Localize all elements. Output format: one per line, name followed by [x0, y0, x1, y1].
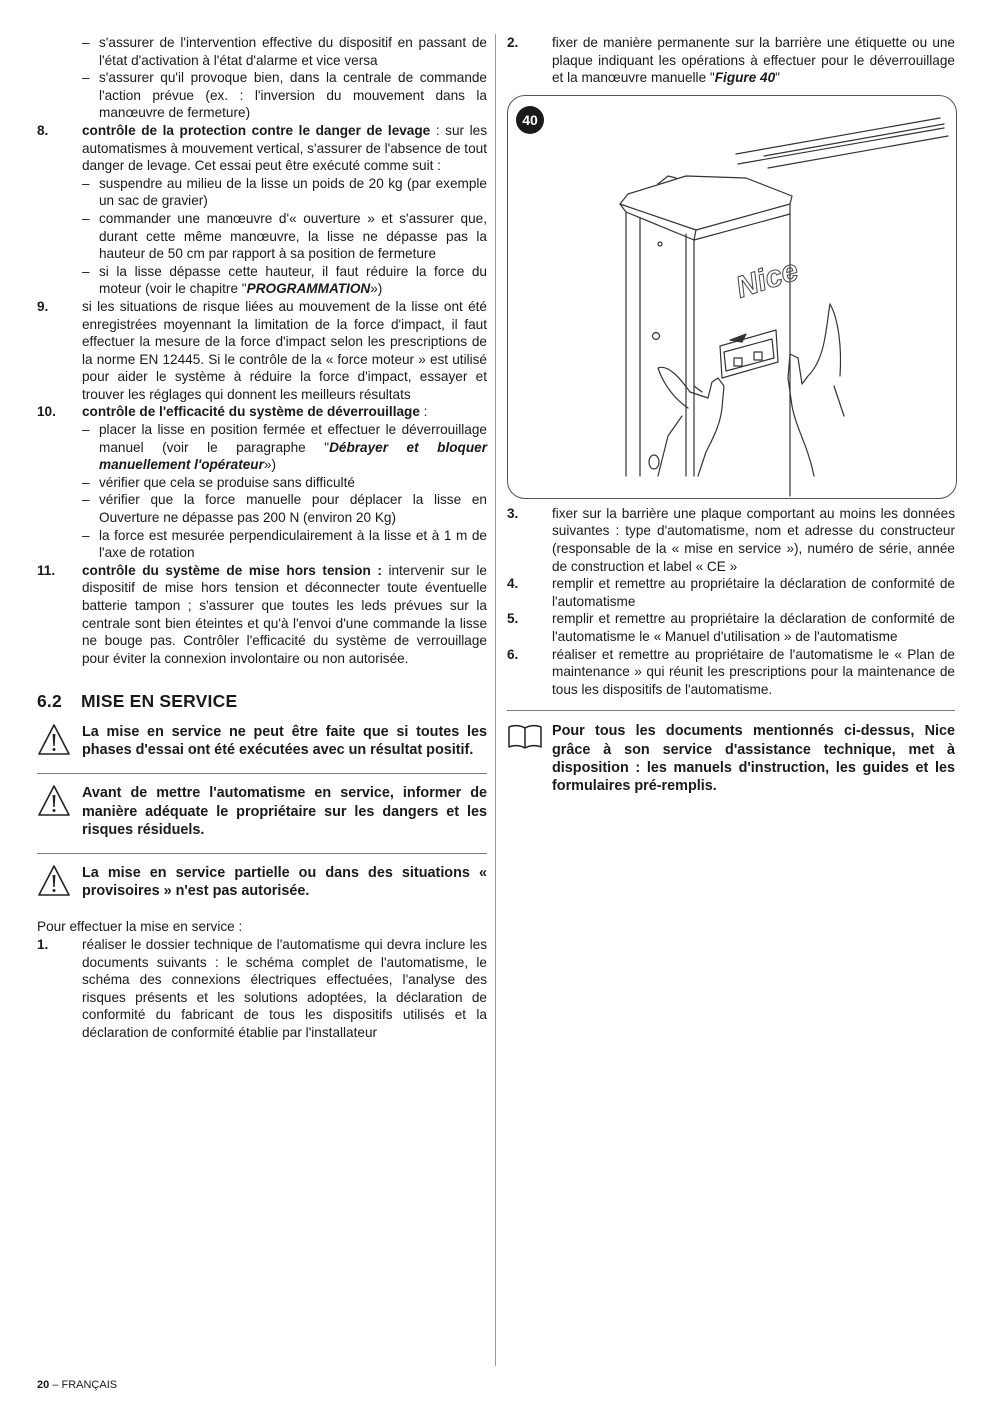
- section-title: MISE EN SERVICE: [81, 691, 238, 712]
- numbered-item-3: [507, 505, 955, 575]
- section-number: 6.2: [37, 691, 62, 712]
- item-text: ": [775, 70, 780, 86]
- item-number: 8.: [37, 122, 49, 138]
- item-number: 6.: [507, 646, 519, 662]
- item-text: réaliser et remettre au propriétaire de l'automatisme le « Plan de maintenance » qui réunit les prescriptions pour la maintenance de tous les dispositifs de l'automatisme.: [552, 646, 955, 697]
- warning-note: [37, 723, 487, 774]
- list-item: – vérifier que la force manuelle pour déplacer la lisse en Ouverture ne dépasse pas 200 N (environ 20 Kg): [37, 491, 487, 526]
- item-number: 1.: [37, 936, 49, 952]
- item-text: remplir et remettre au propriétaire la déclaration de conformité de l'automatisme: [552, 576, 955, 609]
- item-number: 2.: [507, 35, 519, 50]
- list-text: »): [370, 281, 383, 297]
- page-footer: [37, 1377, 117, 1395]
- numbered-item-1: [37, 936, 487, 1042]
- item-text: intervenir sur le dispositif de mise hors tension et déconnecter toute éventuelle batterie tampon ; s'assurer que toutes les leds prévues sur la centrale sont bien éteintes et qu'à l'envoi d'une commande la lisse ne bouge pas. Contrôler l'efficacité du système de verrouillage pour éviter la connexion involontaire ou non autorisée.: [82, 562, 487, 666]
- list-text: si la lisse dépasse cette hauteur, il faut réduire la force du moteur (voir le chapitre ": [99, 263, 487, 297]
- warning-icon: [37, 864, 71, 898]
- item-title: contrôle du système de mise hors tension :: [82, 562, 382, 578]
- paragraph-reference: Débrayer et bloquer manuellement l'opérateur: [99, 439, 487, 473]
- numbered-item-4: [507, 575, 955, 610]
- item-text: réaliser le dossier technique de l'automatisme qui devra inclure les documents suivants : le schéma complet de l'automatisme, le schéma des connexions électriques effectuées, l'analyse des risques présents et les solutions adoptées, la déclaration de conformité du fabricant de tous les dispositifs utilisés et la déclaration de conformité établie par l'installateur: [82, 936, 487, 1040]
- book-icon: [507, 723, 543, 749]
- figure-40: [507, 95, 957, 499]
- section-heading: [37, 693, 487, 711]
- item-text: : sur les automatismes à mouvement vertical, s'assurer de l'absence de tout danger de levage. Cet essai peut être exécuté comme suit :: [82, 122, 488, 174]
- numbered-item-9: [37, 298, 487, 404]
- note-text: Pour tous les documents mentionnés ci-dessus, Nice grâce à son service d'assistance technique, met à disposition : les manuels d'instruction, les guides et les formulaires pré-remplis.: [552, 723, 955, 794]
- numbered-item-2: [507, 34, 955, 87]
- intro-text: Pour effectuer la mise en service :: [37, 919, 243, 935]
- warning-icon: [37, 784, 71, 818]
- right-column: [507, 34, 955, 795]
- page-number: 20: [37, 1379, 50, 1391]
- figure-reference: Figure 40: [714, 70, 776, 86]
- numbered-item-8: [37, 122, 487, 175]
- list-item: – s'assurer de l'intervention effective du dispositif en passant de l'état d'activation à l'état d'alarme et vice versa: [37, 34, 487, 69]
- item-title: contrôle de la protection contre le danger de levage: [82, 122, 431, 138]
- brand-logo: Nice: [731, 253, 803, 305]
- item-number: 3.: [507, 505, 519, 521]
- list-item: – s'assurer qu'il provoque bien, dans la centrale de commande l'action prévue (ex. : l'inversion du mouvement dans la manœuvre de fermeture): [37, 69, 487, 122]
- list-item: – commander une manœuvre d'« ouverture » et s'assurer que, durant cette même manœuvre, la lisse ne dépasse pas la hauteur de 50 cm par rapport à sa position de fermeture: [37, 210, 487, 263]
- item-number: 10.: [37, 404, 56, 420]
- item-text: fixer sur la barrière une plaque comportant au moins les données suivantes : type d'automatisme, nom et adresse du constructeur (responsable de la « mise en service »), numéro de série, année de construction et label « CE »: [552, 505, 955, 574]
- documentation-note: [507, 710, 955, 795]
- barrier-illustration: [508, 96, 956, 498]
- item-title: contrôle de l'efficacité du système de déverrouillage: [82, 404, 420, 420]
- list-item: – la force est mesurée perpendiculairement à la lisse et à 1 m de l'axe de rotation: [37, 527, 487, 562]
- chapter-reference: PROGRAMMATION: [246, 281, 371, 297]
- numbered-item-6: [507, 646, 955, 699]
- footer-language: – FRANÇAIS: [49, 1379, 118, 1391]
- item-text: remplir et remettre au propriétaire la déclaration de conformité de l'automatisme le « Manuel d'utilisation » de l'automatisme: [552, 611, 955, 644]
- numbered-item-11: [37, 562, 487, 668]
- item-number: 5.: [507, 611, 519, 627]
- item-text: fixer de manière permanente sur la barrière une étiquette ou une plaque indiquant les opérations à effectuer pour le déverrouillage et la manœuvre manuelle ": [552, 35, 955, 86]
- numbered-item-5: [507, 610, 955, 645]
- figure-number-badge: 40: [516, 106, 544, 134]
- list-item: [37, 421, 487, 474]
- warning-note: [37, 784, 487, 854]
- numbered-item-10: [37, 403, 487, 421]
- warning-note: [37, 864, 487, 914]
- warning-text: La mise en service partielle ou dans des situations « provisoires » n'est pas autorisée.: [82, 864, 487, 900]
- item-number: 4.: [507, 576, 519, 592]
- item-text: :: [419, 404, 428, 420]
- left-column: [37, 34, 487, 1042]
- list-item: [37, 263, 487, 298]
- list-item: – vérifier que cela se produise sans difficulté: [37, 474, 487, 492]
- warning-text: La mise en service ne peut être faite que si toutes les phases d'essai ont été exécutées avec un résultat positif.: [82, 723, 487, 759]
- item-text: si les situations de risque liées au mouvement de la lisse ont été enregistrées moyennant la limitation de la force d'impact, il faut effectuer la mesure de la force d'impact selon les prescriptions de la norme EN 12445. Si le contrôle de la « force moteur » est utilisé pour aider le système à réduire la force d'impact, essayer et trouver les réglages qui donnent les meilleurs résultats: [82, 298, 487, 402]
- list-item: – suspendre au milieu de la lisse un poids de 20 kg (par exemple un sac de gravier): [37, 175, 487, 210]
- list-text: placer la lisse en position fermée et effectuer le déverrouillage manuel (voir le paragraphe ": [99, 422, 487, 455]
- warning-text: Avant de mettre l'automatisme en service, informer de manière adéquate le propriétaire sur les dangers et les risques résiduels.: [82, 785, 487, 838]
- list-text: »): [263, 457, 276, 473]
- item-number: 9.: [37, 298, 49, 314]
- item-number: 11.: [37, 562, 56, 578]
- warning-icon: [37, 723, 71, 757]
- column-divider: [495, 34, 496, 1366]
